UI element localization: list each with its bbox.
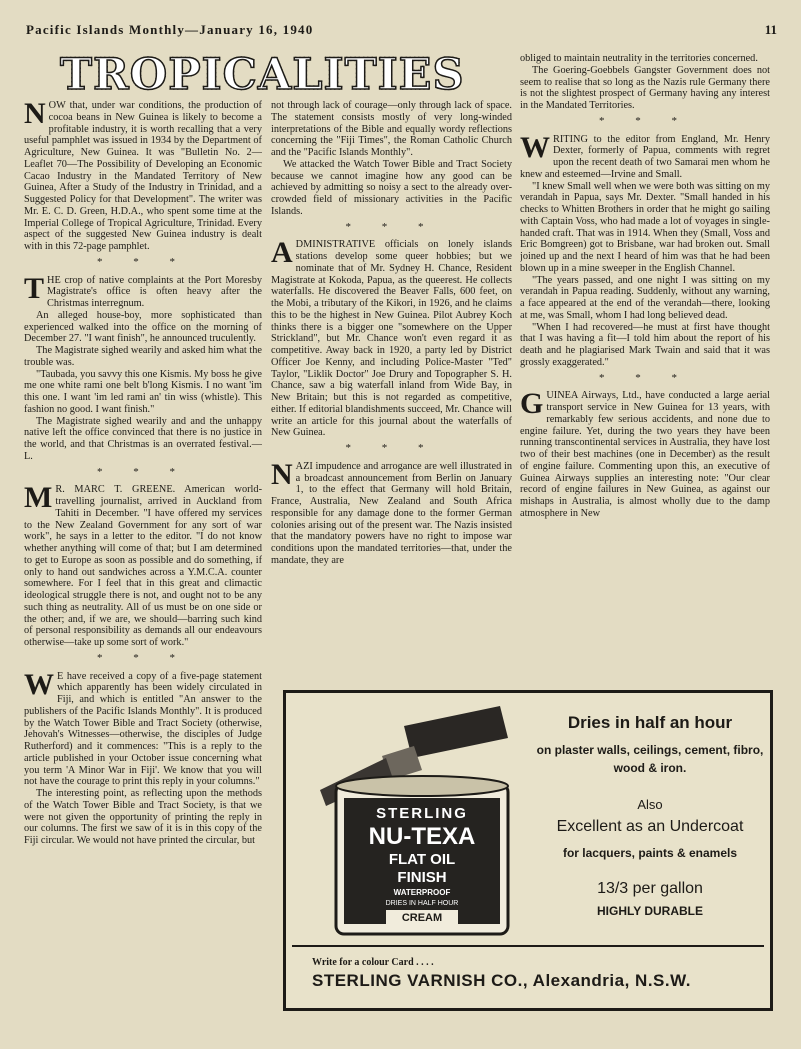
ad-headline: Dries in half an hour <box>567 713 733 732</box>
ad-undercoat: Excellent as an Undercoat <box>556 818 744 835</box>
drop-cap: M <box>24 481 53 515</box>
paragraph-text: RITING to the editor from England, Mr. Henry Dexter, formerly of Papua, comments with regret upon the recent death of two Samarai men whom he knew and esteemed—Irvine and Small. <box>520 133 770 180</box>
paragraph-text: R. MARC T. GREENE. American world-travelling journalist, arrived in Auckland from Tahiti in December. "I have offered my services to the New Zealand Government for any sort of war work", he says in a letter to the editor. "I do not know whether anything will come of that; but I am determined to get to Europe as soon as possible and do something, if only to hand out sandwiches across a Y.M.C.A. counter somewhere. For I feel that in this great and climactic ideological struggle there is not, and ought not to be any such thing as neutrality. All of us must be on one side or the other; and, if we are, we should—barring such kind of personal responsibility as demands all our endeavours otherwise—take up some sort of work." <box>24 484 262 648</box>
paragraph-text: AZI impudence and arrogance are well illustrated in a broadcast announcement from Berlin on January 1, to the effect that Germany will hold Britain, France, Australia, New Zealand and South Africa responsible for any damage done to the former German colonies arising out of the present war. The Nazis insisted that the mandatory powers have no right to impose war conditions upon the mandated territories—that, under the mandate, they are <box>271 460 512 566</box>
drop-cap: G <box>520 387 544 421</box>
paragraph <box>271 457 512 567</box>
ad-company: STERLING VARNISH CO., Alexandria, N.S.W. <box>312 971 691 990</box>
sterling-advertisement <box>283 690 773 1011</box>
paragraph-text: An alleged house-boy, more sophisticated than experienced walked into the office on the morning of December 27. "I want finish", he announced truculently. <box>24 309 262 345</box>
ad-price: 13/3 per gallon <box>597 880 703 897</box>
paragraph-text: "When I had recovered—he must at first have thought that I was having a fit—I told him about the report of his death and he plagiarised Mark Twain and said that it was grossly exaggerated." <box>520 321 770 368</box>
paragraph-text: HE crop of native complaints at the Port Moresby Magistrate's office is often heavy after the Christmas interregnum. <box>47 274 262 309</box>
column-2 <box>271 100 512 680</box>
section-separator: * * * <box>345 220 438 233</box>
can-waterproof: WATERPROOF <box>393 888 451 897</box>
paragraph <box>520 322 770 369</box>
drop-cap: N <box>271 457 293 491</box>
can-cream-label: CREAM <box>401 912 443 924</box>
section-separator: * * * <box>97 255 189 268</box>
paragraph <box>520 130 770 181</box>
paragraph-text: The Magistrate sighed wearily and asked him what the trouble was. <box>24 345 262 368</box>
drop-cap: A <box>271 236 293 270</box>
paragraph-text: UINEA Airways, Ltd., have conducted a large aerial transport service in New Guinea for 13 years, with remarkably few serious accidents, and none due to engine failure. Yet, during the two years they have been running transcontinental services in Australia, they have lost two of their best machines (one in December) as the result of engine failure. Commenting upon this, an executive of Guinea Airways supplies an interesting note: "Our clear record of engine failures in New Guinea, as against our mishaps in Australia, is almost wholly due to the damp atmosphere in New <box>520 390 770 519</box>
paragraph <box>520 53 770 65</box>
drop-cap: W <box>24 667 54 701</box>
ad-write: Write for a colour Card . . . . <box>312 957 434 968</box>
ad-surfaces: on plaster walls, ceilings, cement, fibro, wood & iron. <box>536 743 764 775</box>
can-product-name: NU-TEXA <box>368 823 476 850</box>
paragraph <box>520 275 770 322</box>
can-line-1: FLAT OIL <box>388 851 456 868</box>
paragraph-text: The interesting point, as reflecting upon the methods of the Watch Tower Bible and Tract Society, is that we were not given the opportunity of printing the reply in our columns. The first we saw of it is in this copy of the Fiji circular. We would not have printed the circular, but <box>24 788 262 846</box>
masthead <box>60 50 472 100</box>
drop-cap: N <box>24 100 46 130</box>
paragraph <box>271 100 512 159</box>
ad-for: for lacquers, paints & enamels <box>562 846 738 860</box>
ad-copy <box>534 693 766 943</box>
paragraph <box>24 369 262 416</box>
paragraph <box>271 236 512 439</box>
running-header <box>26 22 777 42</box>
section-separator: * * * <box>599 371 691 384</box>
drop-cap: T <box>24 271 45 305</box>
column-1 <box>24 100 262 1015</box>
paragraph <box>520 65 770 112</box>
paragraph-text: obliged to maintain neutrality in the territories concerned. <box>520 53 758 64</box>
paragraph-text: The Magistrate sighed wearily and and the unhappy native left the office convinced that there is no justice in the world, and that Christmas is an overrated festival.—L. <box>24 415 262 462</box>
section-separator: * * * <box>97 465 189 478</box>
paragraph <box>520 387 770 519</box>
paragraph-text: The Goering-Goebbels Gangster Government does not seem to realise that so long as the Nazis rule Germany there is not the slightest prospect of Germany having any interest in the Mandated Territories. <box>520 64 770 111</box>
section-separator: * * * <box>97 651 189 664</box>
paragraph <box>24 271 262 310</box>
ad-durable: HIGHLY DURABLE <box>596 904 703 918</box>
section-separator: * * * <box>345 442 438 454</box>
can-line-2: FINISH <box>397 869 447 886</box>
paragraph-text: OW that, under war conditions, the production of cocoa beans in New Guinea is likely to become a profitable industry, it is worth recalling that a very useful pamphlet was issued in 1934 by the Department of Agriculture, New Guinea. It was "Bulletin No. 2—Leaflet 70—The Possibility of Developing an Economic Cacao Industry in the Mandated Territory of New Guinea, After a Study of the Industry in Trinidad, and a Suggested Policy for that Development". The writer was Mr. E. C. D. Green, H.D.A., who spent some time at the Imperial College of Tropical Agriculture, Trinidad. Every aspect of the suggested New Guinea industry is dealt with in this 72-page pamphlet. <box>24 100 262 252</box>
paragraph-text: "The years passed, and one night I was sitting on my verandah in Papua reading. Suddenly, without any warning, a face appeared at the end of the verandah—there, looking at me, was Small, whom I had long believed dead. <box>520 274 770 321</box>
paragraph <box>24 345 262 369</box>
ad-footer <box>292 945 764 1001</box>
page-number: 11 <box>764 22 777 37</box>
paragraph <box>24 667 262 789</box>
paragraph <box>271 159 512 218</box>
paragraph-text: We attacked the Watch Tower Bible and Tract Society because we cannot imagine how any good can be achieved by admitting so noisy a sect to the already over-crowded field of missionary activities in the Pacific Islands. <box>271 158 512 217</box>
section-separator: * * * <box>599 114 691 127</box>
paragraph <box>24 788 262 847</box>
paragraph-text: E have received a copy of a five-page statement which apparently has been widely circulated in Fiji, and which is entitled "An answer to the publishers of the Pacific Islands Monthly". It is produced by the Watch Tower Bible and Tract Society (otherwise, Jehovah's Witnesses—otherwise, the disciples of Judge Rutherford) and it commences: "This is a reply to the article published in your October issue concerning what you term 'A Minor War in Fiji'. We know that you will not have the courage to print this reply in your columns." <box>24 670 262 788</box>
paragraph <box>24 310 262 345</box>
paragraph <box>24 416 262 463</box>
ad-also: Also <box>637 797 663 812</box>
paragraph-text: "I knew Small well when we were both was sitting on my verandah in Papua, says Mr. Dexter. "Small handed in his checks to Whitten Brothers in order that he might go sailing with Captain Voss, who had made a lot of voyages in single-handed craft. That was in 1914. When they (Small, Voss and Eric Bomgreen) got to Brisbane, war had broken out. Small joined up and the next I heard of him was that he had been blown up in a mine sweeper in the English Channel. <box>520 180 770 274</box>
column-3 <box>520 53 770 680</box>
paint-can-illustration <box>312 698 516 938</box>
drop-cap: W <box>520 130 550 164</box>
paragraph <box>24 100 262 253</box>
header-title: Pacific Islands Monthly—January 16, 1940 <box>26 22 314 37</box>
paragraph-text: "Taubada, you savvy this one Kismis. My boss he give me one white rami one belt b'long Kismis. I no want 'im this one. I want 'im led rami an' tin wiss (whistle). This fashion no good. I want finish." <box>24 368 262 415</box>
paragraph-text: not through lack of courage—only through lack of space. The statement consists mostly of very long-winded interpretations of the Bible and equally wordy reflections concerning the "Fiji Times", the Roman Catholic Church and the "Pacific Islands Monthly". <box>271 100 512 158</box>
paragraph-text: DMINISTRATIVE officials on lonely islands stations develop some queer hobbies; but we nominate that of Mr. Sydney H. Chance, Resident Magistrate at Kokoda, Papua, as the queerest. He collects waterfalls. He discovered the Beaver Falls, 600 feet, on the Mobi, a tributary of the Kikori, in 1926, and he claims this to be the highest in New Guinea. Pilot Aubrey Koch thinks there is a bigger one "somewhere on the Upper Strickland", but Mr. Chance won't even regard it as competitive. Away back in 1920, a party led by District Officer Joe Kenny, and including Police-Master "Ted" Taylor, "Liklik Doctor" Joe Drury and Topographer S. H. Chance, saw a big waterfall inland from Wide Bay, in New Britain; but this is not regarded as competitive, either. If editorial blandishments succeed, Mr. Chance will write an article for this journal about the waterfalls of New Guinea. <box>271 239 512 439</box>
can-brand: STERLING <box>376 805 468 822</box>
masthead-title: TROPICALITIES <box>60 50 472 100</box>
paragraph <box>24 481 262 649</box>
paragraph <box>520 181 770 275</box>
can-dries: DRIES IN HALF HOUR <box>385 900 459 907</box>
